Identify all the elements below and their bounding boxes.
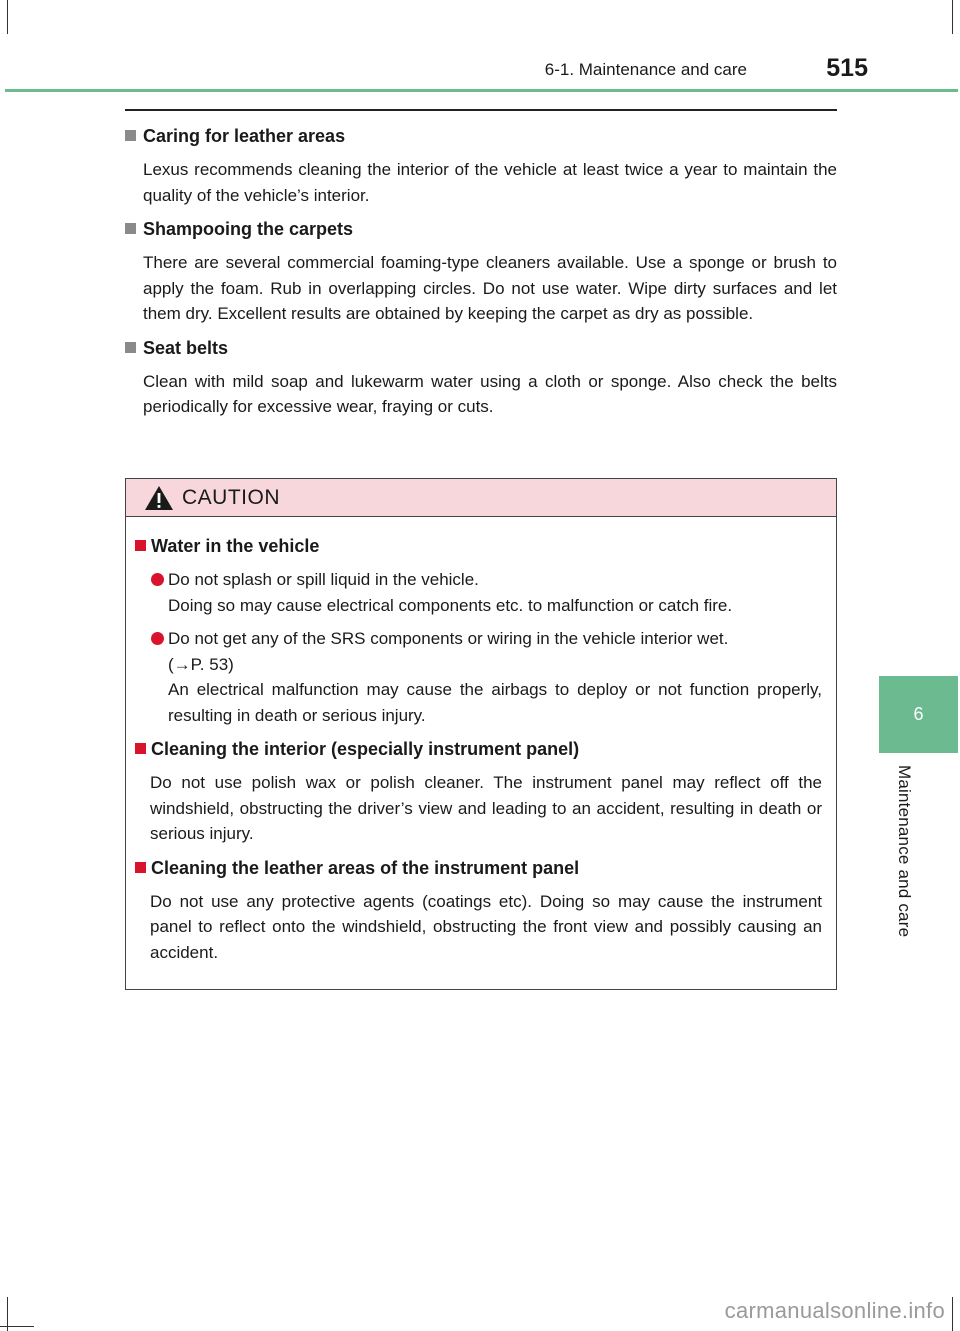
subheading-leather [125, 123, 837, 149]
crop-mark [952, 0, 953, 34]
round-bullet-icon [151, 573, 164, 586]
caution-subheading-water [135, 533, 822, 559]
bullet-line: An electrical malfunction may cause the airbags to deploy or not function properly, resulting in death or serious injury. [168, 680, 822, 725]
subheading-text: Seat belts [143, 337, 229, 358]
watermark: carmanualsonline.info [724, 1298, 945, 1323]
warning-triangle-icon [144, 485, 174, 511]
crop-mark [0, 1326, 34, 1327]
crop-mark [952, 1297, 953, 1331]
chapter-tab[interactable] [879, 676, 958, 753]
square-bullet-icon [125, 223, 136, 234]
caution-header [126, 479, 836, 517]
paragraph-seat-belts: Clean with mild soap and lukewarm water using a cloth or sponge. Also check the belts periodically for excessive wear, fraying or cuts. [143, 371, 837, 416]
paragraph-leather: Lexus recommends cleaning the interior of the vehicle at least twice a year to maintain the quality of the vehicle’s interior. [143, 160, 837, 205]
page-reference-link[interactable]: (→P. 53) [168, 654, 234, 674]
caution-subheading-interior [135, 736, 822, 762]
chapter-label: Maintenance and care [895, 765, 914, 938]
chapter-number: 6 [913, 704, 924, 724]
square-bullet-icon [135, 862, 146, 873]
page-number: 515 [826, 54, 868, 82]
caution-subheading-leather [135, 855, 822, 881]
caution-box [125, 478, 837, 990]
caution-paragraph-interior: Do not use polish wax or polish cleaner. The instrument panel may reflect off the windshield, obstructing the driver’s view and leading to an accident, resulting in death or serious injury. [150, 773, 822, 843]
square-bullet-icon [125, 342, 136, 353]
subheading-text: Shampooing the carpets [143, 219, 354, 239]
subheading-text: Caring for leather areas [143, 126, 346, 146]
bullet-line: Doing so may cause electrical components etc. to malfunction or catch fire. [168, 595, 733, 615]
square-bullet-icon [125, 130, 136, 141]
square-bullet-icon [135, 540, 146, 551]
subheading-carpets [125, 216, 837, 242]
paragraph-carpets: There are several commercial foaming-type cleaners available. Use a sponge or brush to apply the foam. Rub in overlapping circles. Do not use water. Wipe dirty surfaces and let them dry. Excellent results are obtained by keeping the carpet as dry as possible. [143, 253, 837, 323]
subheading-seat-belts [125, 335, 837, 361]
round-bullet-icon [151, 632, 164, 645]
bullet-line: Do not splash or spill liquid in the vehicle. [168, 570, 479, 589]
caution-title: CAUTION [182, 485, 280, 509]
caution-bullet [151, 567, 822, 618]
square-bullet-icon [135, 743, 146, 754]
header-rule [5, 89, 958, 92]
bullet-line: Do not get any of the SRS components or wiring in the vehicle interior wet. [168, 629, 729, 648]
subheading-text: Cleaning the leather areas of the instrument panel [151, 857, 580, 878]
subheading-text: Water in the vehicle [151, 536, 320, 556]
caution-paragraph-leather: Do not use any protective agents (coatings etc). Doing so may cause the instrument panel to reflect onto the windshield, obstructing the front view and possibly causing an accident. [150, 891, 822, 962]
crop-mark [7, 0, 8, 34]
caution-body [126, 517, 836, 965]
content-rule [125, 109, 837, 111]
section-title: 6-1. Maintenance and care [544, 60, 747, 79]
caution-bullet [151, 626, 822, 728]
main-content [125, 123, 837, 428]
subheading-text: Cleaning the interior (especially instrument panel) [151, 739, 580, 759]
